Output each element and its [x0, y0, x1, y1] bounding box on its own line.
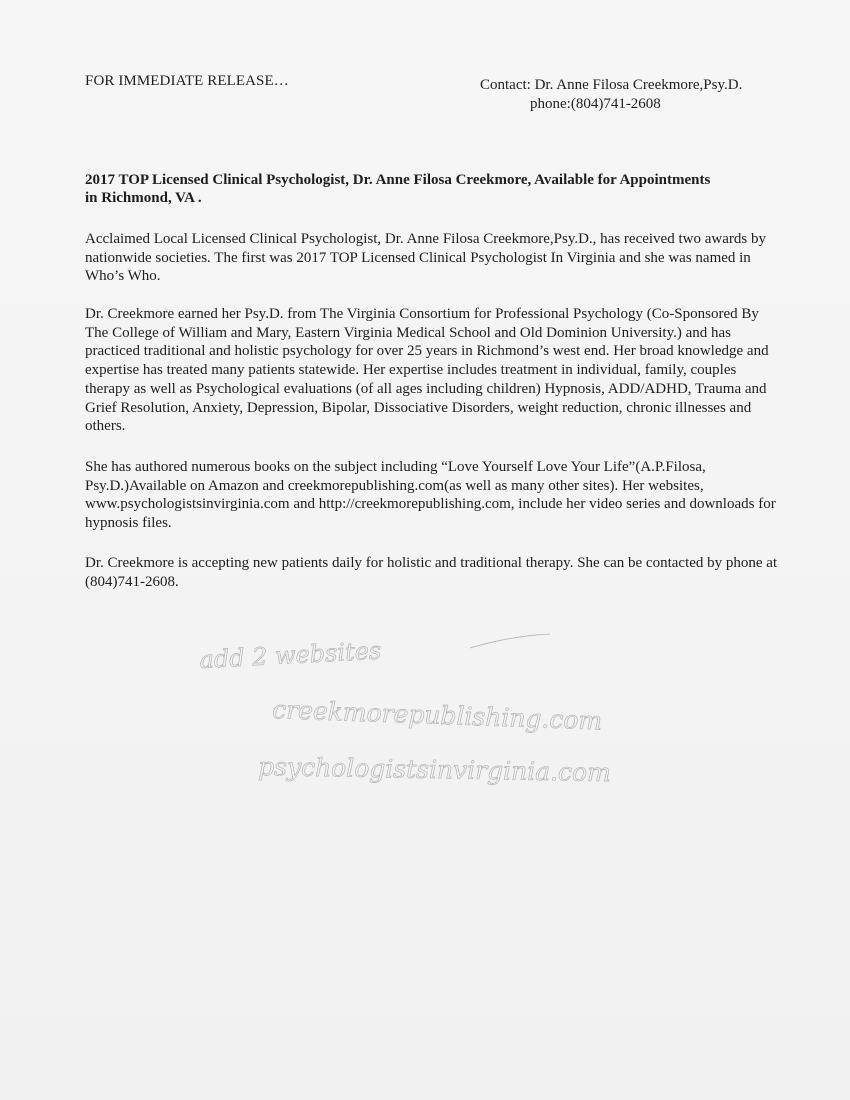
release-label: FOR IMMEDIATE RELEASE…: [85, 73, 289, 89]
handwritten-line-3: psychologistsinvirginia.com: [257, 752, 612, 788]
contact-line: Contact: Dr. Anne Filosa Creekmore,Psy.D.: [480, 77, 743, 93]
handwritten-line-1: add 2 websites: [198, 636, 382, 674]
paragraph-text: Dr. Creekmore earned her Psy.D. from The Virginia Consortium for Professional Psychology (Co-Sponsored By The College of William and Mary, Eastern Virginia Medical School and Old Dominion University.) and has practiced traditional and holistic psychology for over 25 years in Richmond’s west end. Her broad knowledge and expertise has treated many patients statewide. Her expertise includes treatment in individual, family, couples therapy as well as Psychological evaluations (of all ages including children) Hypnosis, ADD/ADHD, Trauma and Grief Resolution, Anxiety, Depression, Bipolar, Dissociative Disorders, weight reduction, chronic illnesses and others.: [85, 306, 769, 435]
handwritten-line-2: creekmorepublishing.com: [271, 695, 603, 736]
paragraph-awards: [85, 230, 780, 286]
contact-phone: phone:(804)741-2608: [530, 96, 661, 112]
paragraph-text: She has authored numerous books on the subject including “Love Yourself Love Your Life”(A.P.Filosa, Psy.D.)Available on Amazon and creekmorepublishing.com(as well as many other sites). Her websites, www.psychologistsinvirginia.com and http://creekmorepublishing.com, include her video series and downloads for hypnosis files.: [85, 459, 776, 532]
paragraph-contact: [85, 554, 780, 591]
paragraph-text: Dr. Creekmore is accepting new patients daily for holistic and traditional therapy. She can be contacted by phone at (804)741-2608.: [85, 555, 778, 590]
handwritten-stroke: [470, 634, 550, 648]
press-headline: 2017 TOP Licensed Clinical Psychologist, Dr. Anne Filosa Creekmore, Available for Appointments in Richmond, VA .: [85, 172, 711, 206]
paragraph-text: Acclaimed Local Licensed Clinical Psychologist, Dr. Anne Filosa Creekmore,Psy.D., has received two awards by nationwide societies. The first was 2017 TOP Licensed Clinical Psychologist In Virginia and she was named in Who’s Who.: [85, 231, 766, 285]
paragraph-education: [85, 305, 780, 436]
paragraph-books: [85, 458, 780, 533]
contact-block: [480, 76, 780, 114]
